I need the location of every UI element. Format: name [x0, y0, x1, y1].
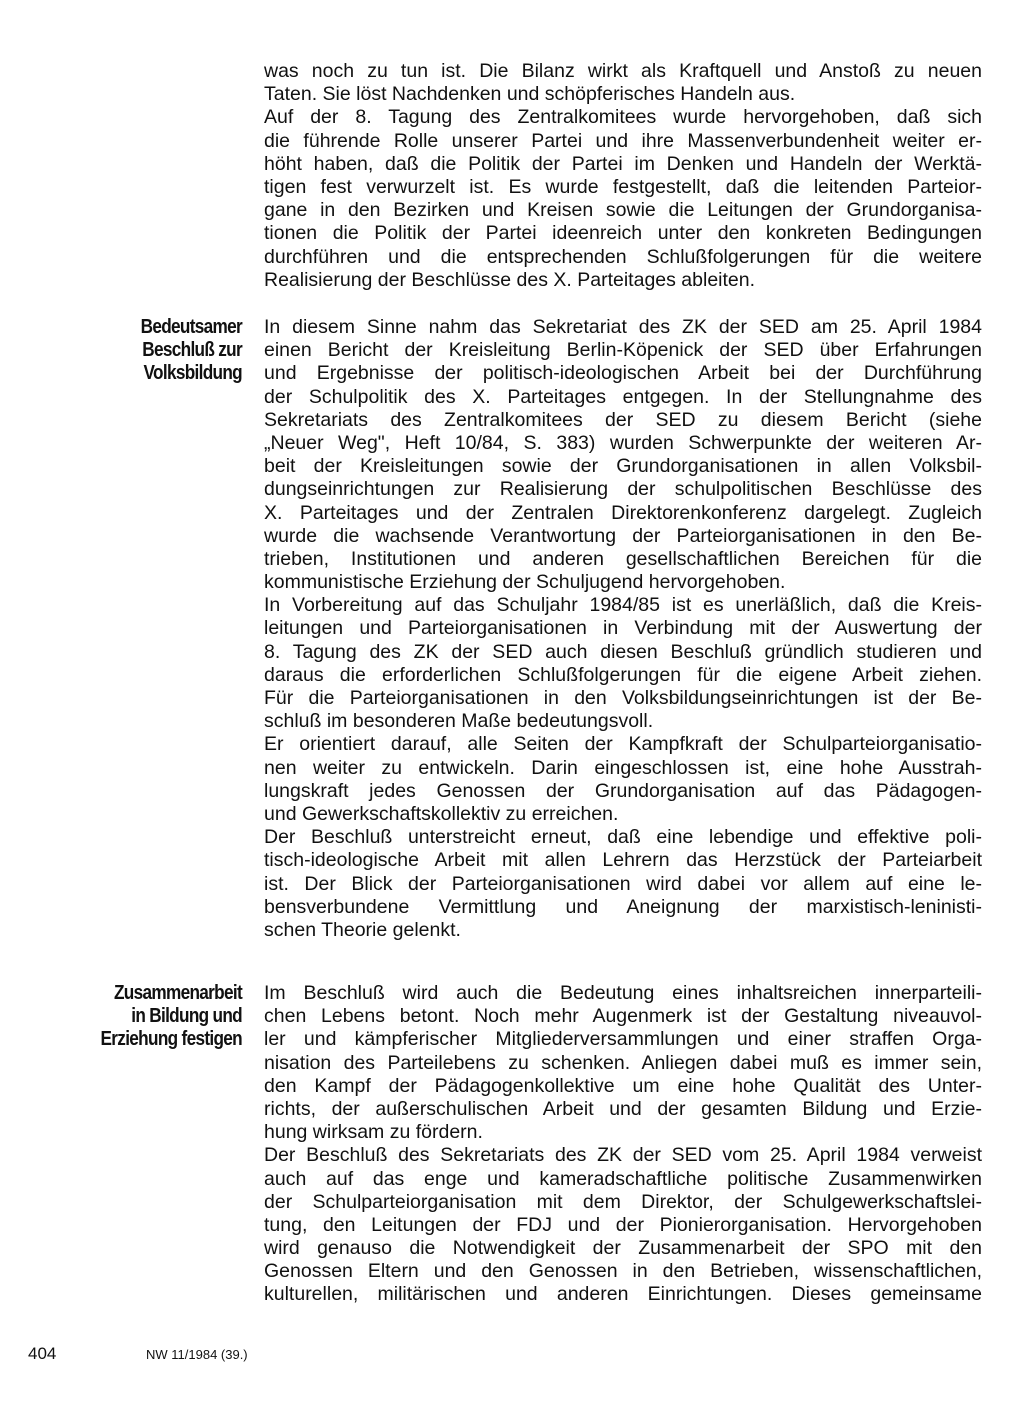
text-line: ler und kämpferischer Mitgliederversammlungen und einer straffen Orga-	[264, 1028, 982, 1051]
text-line: tisch-ideologische Arbeit mit allen Lehrern das Herzstück der Parteiarbeit	[264, 849, 982, 872]
page-number: 404	[28, 1344, 57, 1363]
text-line: Er orientiert darauf, alle Seiten der Kampfkraft der Schulparteiorganisatio-	[264, 733, 982, 756]
text-line: die führende Rolle unserer Partei und ihre Massenverbundenheit weiter er-	[264, 129, 982, 152]
section-volksbildung-body	[264, 316, 982, 942]
text-line: Genossen Eltern und den Genossen in den Betrieben, wissenschaftlichen,	[264, 1260, 982, 1283]
section-intro-body	[264, 60, 982, 292]
text-line: In diesem Sinne nahm das Sekretariat des ZK der SED am 25. April 1984	[264, 316, 982, 338]
text-line: kulturellen, militärischen und anderen Einrichtungen. Dieses gemeinsame	[264, 1283, 982, 1306]
text-line: auch auf das enge und kameradschaftliche politische Zusammenwirken	[264, 1167, 982, 1190]
text-line: Für die Parteiorganisationen in den Volksbildungseinrichtungen ist der Be-	[264, 687, 982, 709]
heading-line: Bedeutsamer	[140, 316, 242, 338]
section-zusammenarbeit-body	[264, 982, 982, 1307]
text-line: der Schulparteiorganisation mit dem Direktor, der Schulgewerkschaftslei-	[264, 1190, 982, 1213]
text-line: daraus die erforderlichen Schlußfolgerungen für die eigene Arbeit ziehen.	[264, 663, 982, 686]
text-line: bensverbundene Vermittlung und Aneignung der marxistisch-leninisti-	[264, 895, 982, 918]
text-line: In Vorbereitung auf das Schuljahr 1984/85 ist es unerläßlich, daß die Kreis-	[264, 594, 982, 617]
text-line: Im Beschluß wird auch die Bedeutung eines inhaltsreichen innerparteili-	[264, 982, 982, 1004]
text-line: hung wirksam zu fördern.	[264, 1121, 483, 1144]
text-line: beit der Kreisleitungen sowie der Grundorganisationen in allen Volksbil-	[264, 455, 982, 478]
text-line: was noch zu tun ist. Die Bilanz wirkt als Kraftquell und Anstoß zu neuen	[264, 60, 982, 82]
text-line: 8. Tagung des ZK der SED auch diesen Beschluß gründlich studieren und	[264, 640, 982, 663]
text-line: und Ergebnisse der politisch-ideologischen Arbeit bei der Durchführung	[264, 362, 982, 385]
text-line: schluß im besonderen Maße bedeutungsvoll.	[264, 710, 654, 733]
heading-line: Erziehung festigen	[100, 1028, 242, 1050]
text-line: höht haben, daß die Politik der Partei im Denken und Handeln der Werktä-	[264, 152, 982, 175]
section-heading	[68, 316, 242, 385]
text-line: tung, den Leitungen der FDJ und der Pionierorganisation. Hervorgehoben	[264, 1213, 982, 1236]
text-line: Der Beschluß unterstreicht erneut, daß eine lebendige und effektive poli-	[264, 826, 982, 849]
text-line: Sekretariats des Zentralkomitees der SED zu diesem Bericht (siehe	[264, 408, 982, 431]
text-line: tionen die Politik der Partei ideenreich unter den konkreten Bedingungen	[264, 222, 982, 245]
text-line: X. Parteitages und der Zentralen Direktorenkonferenz dargelegt. Zugleich	[264, 501, 982, 524]
text-line: dungseinrichtungen zur Realisierung der schulpolitischen Beschlüsse des	[264, 478, 982, 501]
text-line: Auf der 8. Tagung des Zentralkomitees wurde hervorgehoben, daß sich	[264, 106, 982, 129]
heading-line: Zusammenarbeit	[113, 982, 242, 1004]
text-line: einen Bericht der Kreisleitung Berlin-Köpenick der SED über Erfahrungen	[264, 339, 982, 362]
text-line: Der Beschluß des Sekretariats des ZK der SED vom 25. April 1984 verweist	[264, 1144, 982, 1167]
text-line: den Kampf der Pädagogenkollektive um eine hohe Qualität des Unter-	[264, 1074, 982, 1097]
text-line: tigen fest verwurzelt ist. Es wurde festgestellt, daß die leitenden Parteior-	[264, 175, 982, 198]
text-line: der Schulpolitik des X. Parteitages entgegen. In der Stellungnahme des	[264, 385, 982, 408]
text-line: „Neuer Weg", Heft 10/84, S. 383) wurden Schwerpunkte der weiteren Ar-	[264, 431, 982, 454]
text-line: Taten. Sie löst Nachdenken und schöpferisches Handeln aus.	[264, 83, 796, 106]
text-line: und Gewerkschaftskollektiv zu erreichen.	[264, 802, 619, 825]
text-line: Realisierung der Beschlüsse des X. Parteitages ableiten.	[264, 268, 756, 291]
text-line: richts, der außerschulischen Arbeit und der gesamten Bildung und Erzie-	[264, 1097, 982, 1120]
journal-reference: NW 11/1984 (39.)	[146, 1347, 248, 1362]
text-line: nen weiter zu entwickeln. Darin eingeschlossen ist, eine hohe Ausstrah-	[264, 756, 982, 779]
text-line: wird genauso die Notwendigkeit der Zusammenarbeit der SPO mit den	[264, 1237, 982, 1260]
text-line: trieben, Institutionen und anderen gesellschaftlichen Bereichen für die	[264, 547, 982, 570]
text-line: leitungen und Parteiorganisationen in Verbindung mit der Auswertung der	[264, 617, 982, 640]
text-line: durchführen und die entsprechenden Schlußfolgerungen für die weitere	[264, 245, 982, 268]
text-line: kommunistische Erziehung der Schuljugend hervorgehoben.	[264, 571, 786, 594]
text-line: chen Lebens betont. Noch mehr Augenmerk ist der Gestaltung niveauvol-	[264, 1005, 982, 1028]
heading-line: Beschluß zur	[142, 339, 242, 361]
text-line: schen Theorie gelenkt.	[264, 918, 461, 941]
text-line: lungskraft jedes Genossen der Grundorganisation auf das Pädagogen-	[264, 779, 982, 802]
text-line: gane in den Bezirken und Kreisen sowie die Leitungen der Grundorganisa-	[264, 199, 982, 222]
text-line: wurde die wachsende Verantwortung der Parteiorganisationen in den Be-	[264, 524, 982, 547]
heading-line: in Bildung und	[131, 1005, 242, 1027]
text-line: ist. Der Blick der Parteiorganisationen wird dabei vor allem auf eine le-	[264, 872, 982, 895]
text-line: nisation des Parteilebens zu schenken. Anliegen dabei muß es immer sein,	[264, 1051, 982, 1074]
heading-line: Volksbildung	[143, 362, 242, 384]
section-heading	[68, 982, 242, 1051]
